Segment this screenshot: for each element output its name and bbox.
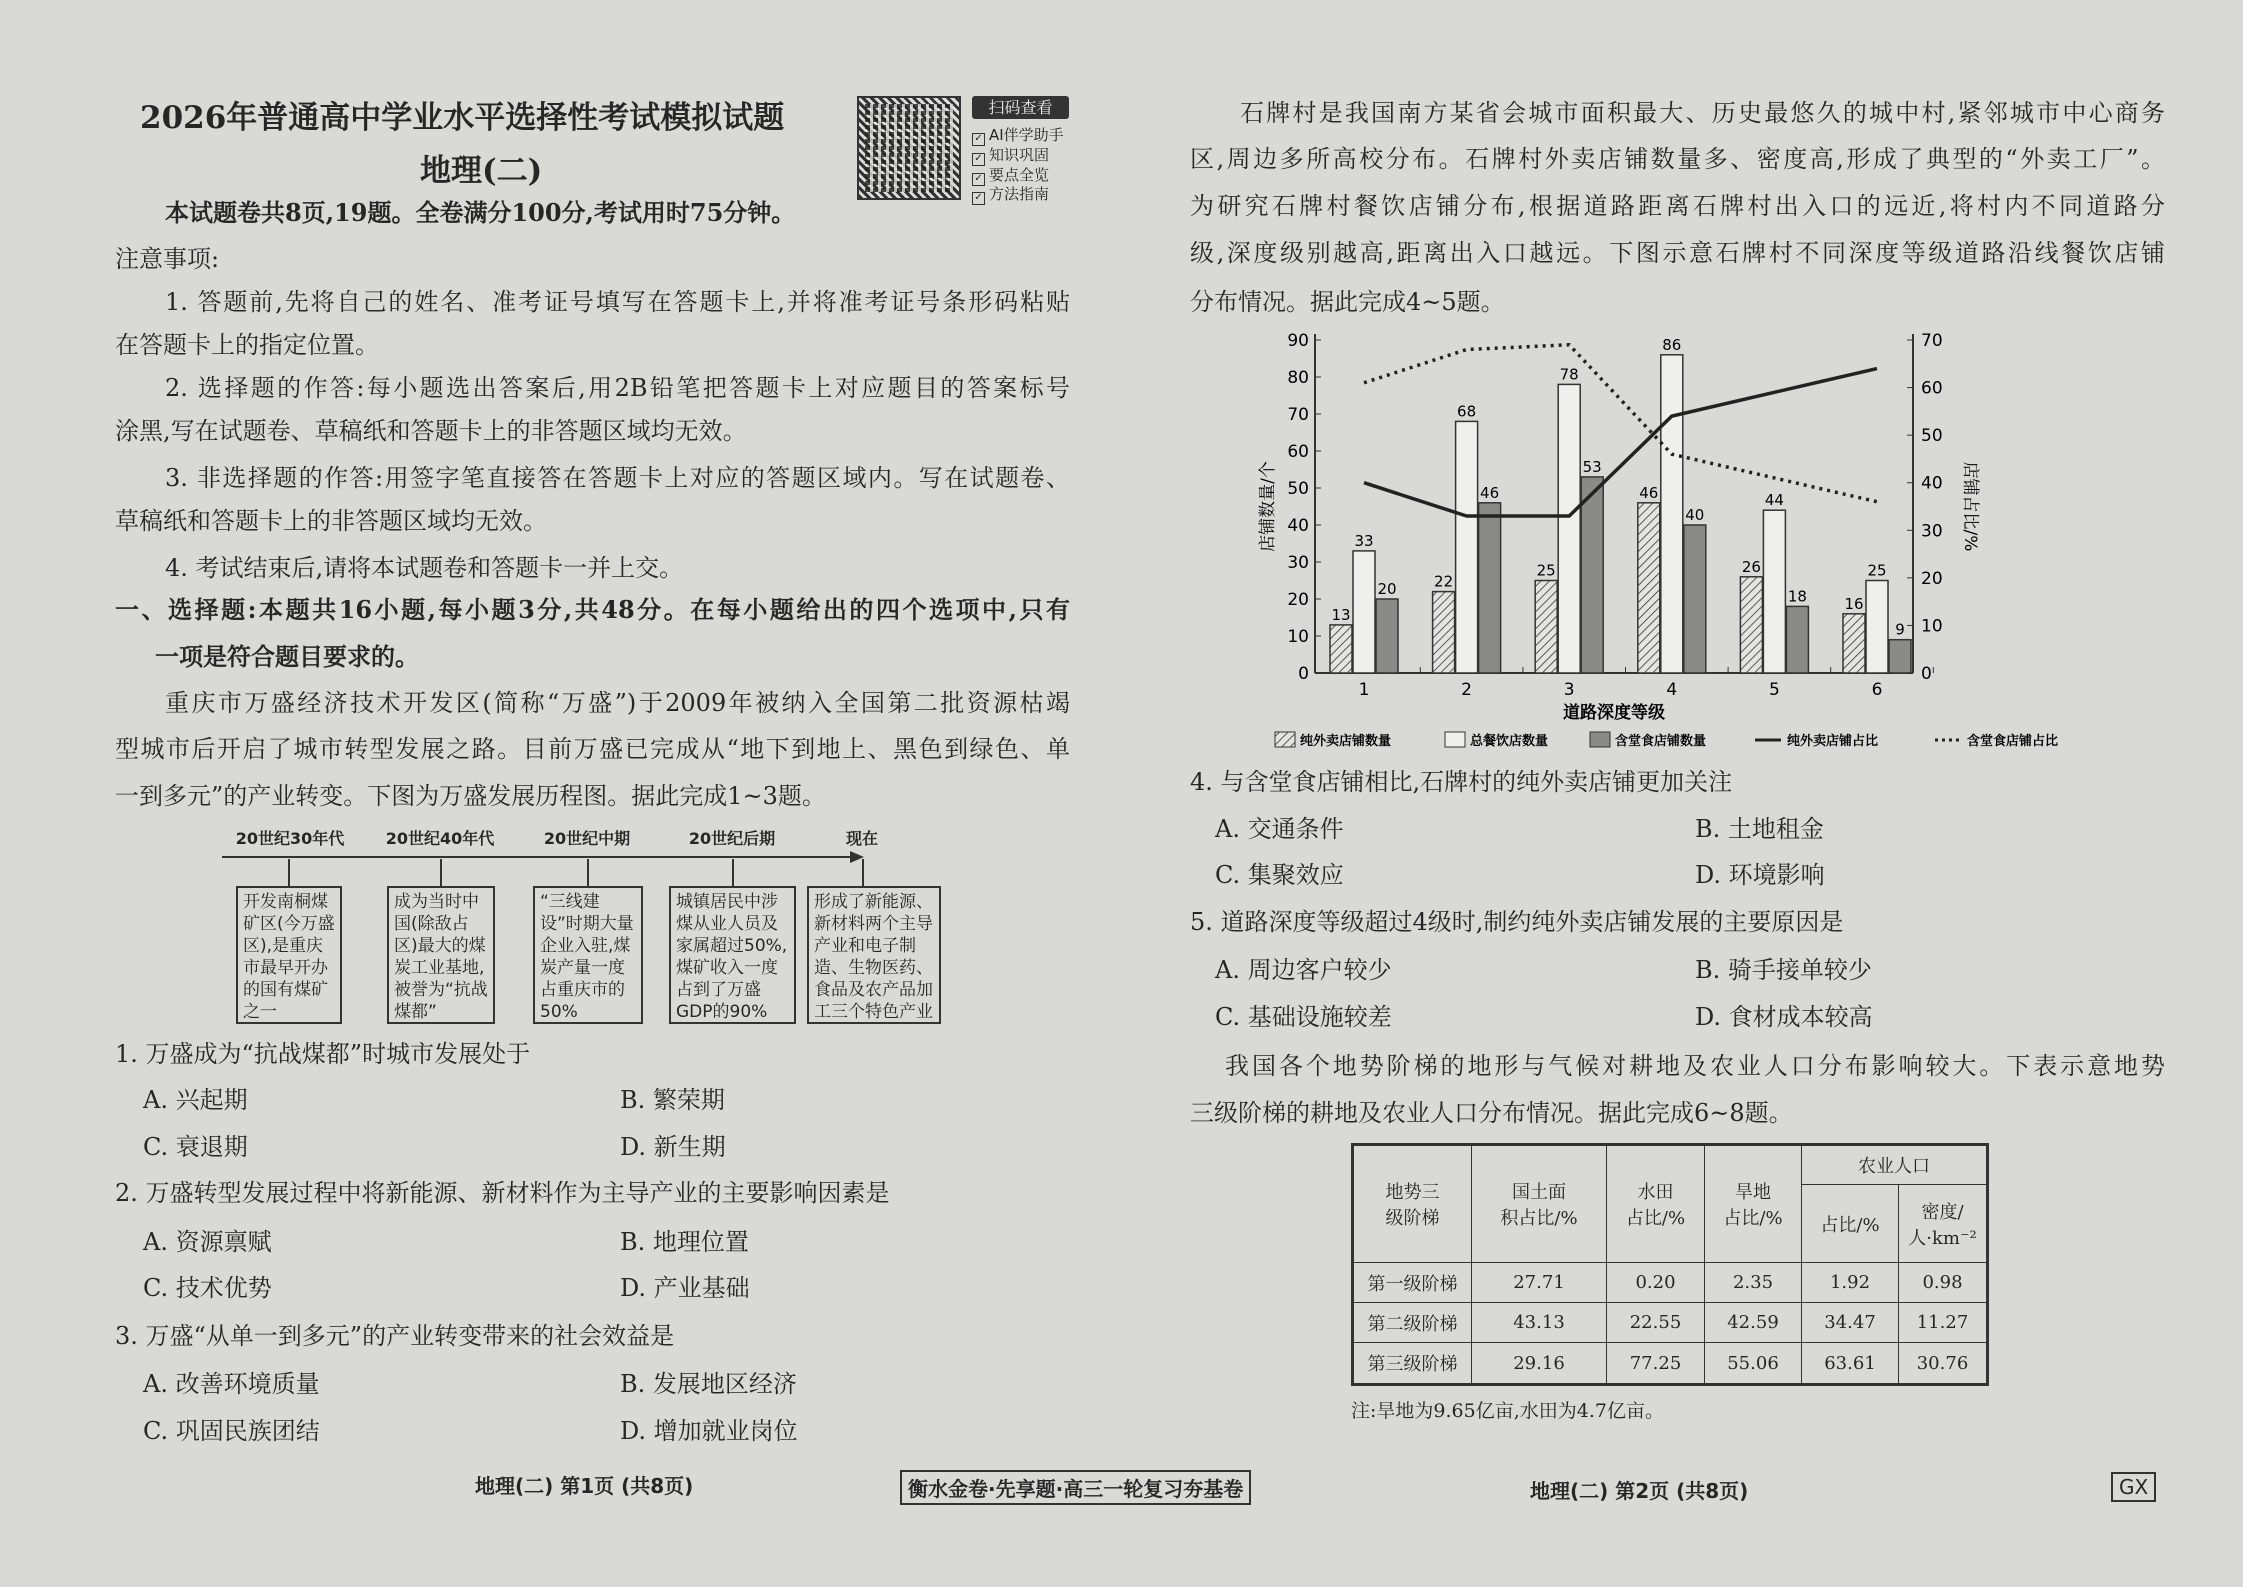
table-header: 水田 占比/% — [1607, 1145, 1705, 1263]
arrow-up-icon — [862, 859, 864, 886]
legend-label: 含堂食店铺数量 — [1615, 734, 1707, 749]
line-solid — [1364, 369, 1877, 516]
bar-value-label: 16 — [1844, 594, 1864, 613]
bar-hatched — [1638, 503, 1660, 673]
y-tick-label: 50 — [1287, 479, 1309, 499]
y-tick-label: 20 — [1287, 590, 1309, 610]
bar-hatched — [1740, 577, 1762, 673]
table-row: 第一级阶梯 27.71 0.20 2.35 1.92 0.98 — [1353, 1263, 1988, 1303]
passage-line: 我国各个地势阶梯的地形与气候对耕地及农业人口分布影响较大。下表示意地势 — [1225, 1052, 2165, 1080]
timeline-period: 20世纪40年代 — [385, 829, 495, 848]
section-heading: 一、选择题:本题共16小题,每小题3分,共48分。在每小题给出的四个选项中,只有 — [115, 595, 1070, 624]
x-tick-label: 3 — [1563, 680, 1575, 700]
exam-intro: 本试题卷共8页,19题。全卷满分100分,考试用时75分钟。 — [165, 198, 796, 227]
passage-line: 石牌村是我国南方某省会城市面积最大、历史最悠久的城中村,紧邻城市中心商务 — [1240, 99, 2165, 127]
timeline-box: 开发南桐煤矿区(今万盛区),是重庆市最早开办的国有煤矿之一 — [236, 886, 342, 1024]
line-dotted — [1364, 345, 1877, 502]
passage-line: 一到多元”的产业转变。下图为万盛发展历程图。据此完成1~3题。 — [115, 782, 826, 810]
bar-white — [1661, 355, 1683, 673]
y-tick-label: 80 — [1287, 368, 1309, 388]
arrow-up-icon — [732, 859, 734, 886]
option[interactable]: B. 繁荣期 — [620, 1086, 725, 1114]
table-row: 第二级阶梯 43.13 22.55 42.59 34.47 11.27 — [1353, 1303, 1988, 1343]
notice-line: 1. 答题前,先将自己的姓名、准考证号填写在答题卡上,并将准考证号条形码粘贴 — [165, 288, 1070, 316]
bar-white — [1763, 510, 1785, 673]
bar-value-label: 13 — [1331, 605, 1351, 624]
qr-item: ✓ 要点全览 — [972, 164, 1049, 186]
notice-line: 3. 非选择题的作答:用签字笔直接答在答题卡上对应的答题区域内。写在试题卷、 — [165, 464, 1070, 492]
arrow-up-icon — [587, 859, 589, 886]
option[interactable]: B. 地理位置 — [620, 1228, 749, 1256]
legend-swatch-hatched — [1275, 732, 1295, 747]
y-right-tick-label: 40 — [1921, 473, 1943, 494]
option[interactable]: A. 资源禀赋 — [143, 1228, 272, 1256]
y-tick-label: 10 — [1287, 627, 1309, 647]
x-tick-label: 1 — [1358, 680, 1370, 700]
y-tick-label: 30 — [1287, 553, 1309, 573]
table-header: 占比/% — [1802, 1185, 1899, 1263]
bar-value-label: 86 — [1662, 335, 1682, 354]
table-note: 注:旱地为9.65亿亩,水田为4.7亿亩。 — [1351, 1400, 1664, 1422]
bar-gray — [1786, 606, 1808, 673]
option[interactable]: C. 衰退期 — [143, 1133, 248, 1161]
region-code: GX — [2111, 1472, 2156, 1502]
question-stem: 4. 与含堂食店铺相比,石牌村的纯外卖店铺更加关注 — [1190, 768, 1733, 796]
checkbox-icon: ✓ — [972, 133, 985, 146]
question-stem: 2. 万盛转型发展过程中将新能源、新材料作为主导产业的主要影响因素是 — [115, 1179, 890, 1207]
y-right-tick-label: 60 — [1921, 378, 1943, 399]
y-tick-label: 90 — [1287, 331, 1309, 351]
bar-value-label: 46 — [1639, 483, 1659, 502]
qr-badge: 扫码查看 — [972, 96, 1069, 119]
page-footer: 地理(二) 第1页 (共8页) — [475, 1474, 694, 1498]
y-right-tick-label: 20 — [1921, 568, 1943, 589]
passage-line: 三级阶梯的耕地及农业人口分布情况。据此完成6~8题。 — [1190, 1099, 1793, 1127]
passage-line: 分布情况。据此完成4~5题。 — [1190, 288, 1505, 316]
bar-value-label: 22 — [1434, 572, 1454, 591]
bar-value-label: 68 — [1457, 402, 1477, 421]
option[interactable]: D. 环境影响 — [1695, 861, 1825, 889]
exam-subtitle: 地理(二) — [420, 153, 543, 189]
y-tick-label: 60 — [1287, 442, 1309, 462]
bar-value-label: 20 — [1377, 580, 1397, 598]
bar-value-label: 46 — [1480, 483, 1500, 502]
passage-line: 为研究石牌村餐饮店铺分布,根据道路距离石牌村出入口的远近,将村内不同道路分 — [1190, 192, 2165, 220]
timeline-axis — [222, 856, 852, 858]
y-right-axis-title: 店铺占比/% — [1960, 461, 1980, 552]
option[interactable]: C. 技术优势 — [143, 1274, 272, 1302]
legend-label: 纯外卖店铺占比 — [1787, 734, 1879, 749]
bar-white — [1866, 581, 1888, 674]
table-row: 第三级阶梯 29.16 77.25 55.06 63.61 30.76 — [1353, 1343, 1988, 1385]
section-heading: 一项是符合题目要求的。 — [155, 642, 419, 671]
qr-item: ✓ 方法指南 — [972, 183, 1049, 205]
option[interactable]: C. 基础设施较差 — [1215, 1003, 1392, 1031]
bar-value-label: 18 — [1787, 587, 1807, 606]
x-tick-label: 4 — [1666, 680, 1678, 700]
series-banner: 衡水金卷·先享题·高三一轮复习夯基卷 — [900, 1470, 1251, 1505]
x-tick-label: 6 — [1871, 680, 1883, 700]
bar-value-label: 33 — [1354, 531, 1374, 550]
table-header: 地势三 级阶梯 — [1353, 1145, 1472, 1263]
x-tick-label: 2 — [1461, 680, 1473, 700]
table-header: 密度/ 人·km⁻² — [1899, 1185, 1988, 1263]
bar-hatched — [1433, 592, 1455, 673]
passage-line: 重庆市万盛经济技术开发区(简称“万盛”)于2009年被纳入全国第二批资源枯竭 — [165, 689, 1070, 717]
legend-swatch-white — [1445, 732, 1465, 747]
bar-value-label: 40 — [1685, 506, 1705, 524]
bar-gray — [1684, 525, 1706, 673]
timeline-box: 形成了新能源、新材料两个主导产业和电子制造、生物医药、食品及农产品加工三个特色产业 — [807, 886, 941, 1024]
option[interactable]: B. 土地租金 — [1695, 815, 1824, 843]
y-tick-label: 0 — [1298, 664, 1309, 684]
x-tick-label: 5 — [1768, 680, 1780, 700]
qr-item: ✓ AI伴学助手 — [972, 124, 1064, 146]
arrow-up-icon — [440, 859, 442, 886]
checkbox-icon: ✓ — [972, 192, 985, 205]
y-tick-label: 40 — [1287, 516, 1309, 536]
bar-gray — [1581, 477, 1603, 673]
bar-white — [1558, 384, 1580, 673]
bar-white — [1456, 421, 1478, 673]
qr-item: ✓ 知识巩固 — [972, 144, 1049, 166]
option[interactable]: B. 骑手接单较少 — [1695, 956, 1872, 984]
y-axis-title: 店铺数量/个 — [1258, 461, 1278, 552]
arrow-up-icon — [288, 859, 290, 886]
bar-value-label: 44 — [1764, 491, 1784, 510]
checkbox-icon: ✓ — [972, 153, 985, 166]
y-tick-label: 70 — [1287, 405, 1309, 425]
legend-swatch-gray — [1590, 732, 1610, 747]
notice-line: 4. 考试结束后,请将本试题卷和答题卡一并上交。 — [165, 554, 684, 582]
x-axis-title: 道路深度等级 — [1563, 703, 1665, 723]
question-stem: 1. 万盛成为“抗战煤都”时城市发展处于 — [115, 1040, 531, 1068]
option[interactable]: A. 交通条件 — [1215, 815, 1344, 843]
y-right-tick-label: 10 — [1921, 616, 1943, 637]
question-stem: 3. 万盛“从单一到多元”的产业转变带来的社会效益是 — [115, 1322, 675, 1350]
bar-value-label: 25 — [1867, 561, 1887, 580]
timeline-period: 20世纪30年代 — [235, 829, 345, 848]
option[interactable]: C. 集聚效应 — [1215, 861, 1344, 889]
notice-line: 涂黑,写在试题卷、草稿纸和答题卡上的非答题区域均无效。 — [115, 417, 747, 445]
y-right-tick-label: 0 — [1921, 664, 1932, 684]
legend-label: 含堂食店铺占比 — [1967, 734, 2059, 749]
timeline-period: 20世纪中期 — [543, 829, 631, 848]
bar-value-label: 9 — [1895, 620, 1905, 639]
table-header: 旱地 占比/% — [1705, 1145, 1802, 1263]
timeline-period: 20世纪后期 — [688, 829, 776, 848]
bar-value-label: 78 — [1559, 365, 1579, 384]
y-right-tick-label: 70 — [1921, 331, 1943, 351]
exam-title: 2026年普通高中学业水平选择性考试模拟试题 — [140, 100, 785, 136]
notice-line: 草稿纸和答题卡上的非答题区域均无效。 — [115, 507, 547, 535]
y-right-tick-label: 50 — [1921, 426, 1943, 447]
bar-value-label: 53 — [1582, 457, 1602, 476]
bar-hatched — [1535, 581, 1557, 674]
bar-gray — [1376, 599, 1398, 673]
option[interactable]: B. 发展地区经济 — [620, 1370, 797, 1398]
bar-value-label: 26 — [1741, 557, 1761, 576]
passage-line: 区,周边多所高校分布。石牌村外卖店铺数量多、密度高,形成了典型的“外卖工厂”。 — [1190, 145, 2165, 173]
option[interactable]: D. 增加就业岗位 — [620, 1417, 798, 1445]
legend-label: 总餐饮店数量 — [1470, 734, 1549, 749]
y-right-tick-label: 30 — [1921, 521, 1943, 542]
option[interactable]: A. 兴起期 — [143, 1086, 248, 1114]
option[interactable]: D. 新生期 — [620, 1133, 726, 1161]
option[interactable]: A. 改善环境质量 — [143, 1370, 320, 1398]
page-footer: 地理(二) 第2页 (共8页) — [1530, 1479, 1749, 1503]
bar-gray — [1479, 503, 1501, 673]
question-stem: 5. 道路深度等级超过4级时,制约纯外卖店铺发展的主要原因是 — [1190, 908, 1844, 936]
checkbox-icon: ✓ — [972, 173, 985, 186]
bar-hatched — [1330, 625, 1352, 673]
passage-line: 级,深度级别越高,距离出入口越远。下图示意石牌村不同深度等级道路沿线餐饮店铺 — [1190, 239, 2165, 267]
timeline-box: 成为当时中国(除敌占区)最大的煤炭工业基地,被誉为“抗战煤都” — [387, 886, 495, 1024]
notice-line: 在答题卡上的指定位置。 — [115, 331, 379, 359]
terrain-farmland-table — [1351, 1143, 1989, 1386]
table-header: 国土面 积占比/% — [1472, 1145, 1607, 1263]
passage-line: 型城市后开启了城市转型发展之路。目前万盛已完成从“地下到地上、黑色到绿色、单 — [115, 735, 1070, 763]
option[interactable]: D. 产业基础 — [620, 1274, 750, 1302]
timeline-box: “三线建设”时期大量企业入驻,煤炭产量一度占重庆市的50% — [533, 886, 643, 1024]
timeline-period: 现在 — [845, 829, 879, 848]
option[interactable]: A. 周边客户较少 — [1215, 956, 1392, 984]
bar-value-label: 25 — [1536, 561, 1556, 580]
option[interactable]: D. 食材成本较高 — [1695, 1003, 1873, 1031]
notice-heading: 注意事项: — [115, 245, 220, 273]
bar-white — [1353, 551, 1375, 673]
option[interactable]: C. 巩固民族团结 — [143, 1417, 320, 1445]
notice-line: 2. 选择题的作答:每小题选出答案后,用2B铅笔把答题卡上对应题目的答案标号 — [165, 374, 1070, 402]
timeline-box: 城镇居民中涉煤从业人员及家属超过50%,煤矿收入一度占到了万盛GDP的90% — [669, 886, 796, 1024]
legend-label: 纯外卖店铺数量 — [1300, 734, 1392, 749]
bar-hatched — [1843, 614, 1865, 673]
bar-gray — [1889, 640, 1911, 673]
table-header-group: 农业人口 — [1802, 1145, 1988, 1185]
